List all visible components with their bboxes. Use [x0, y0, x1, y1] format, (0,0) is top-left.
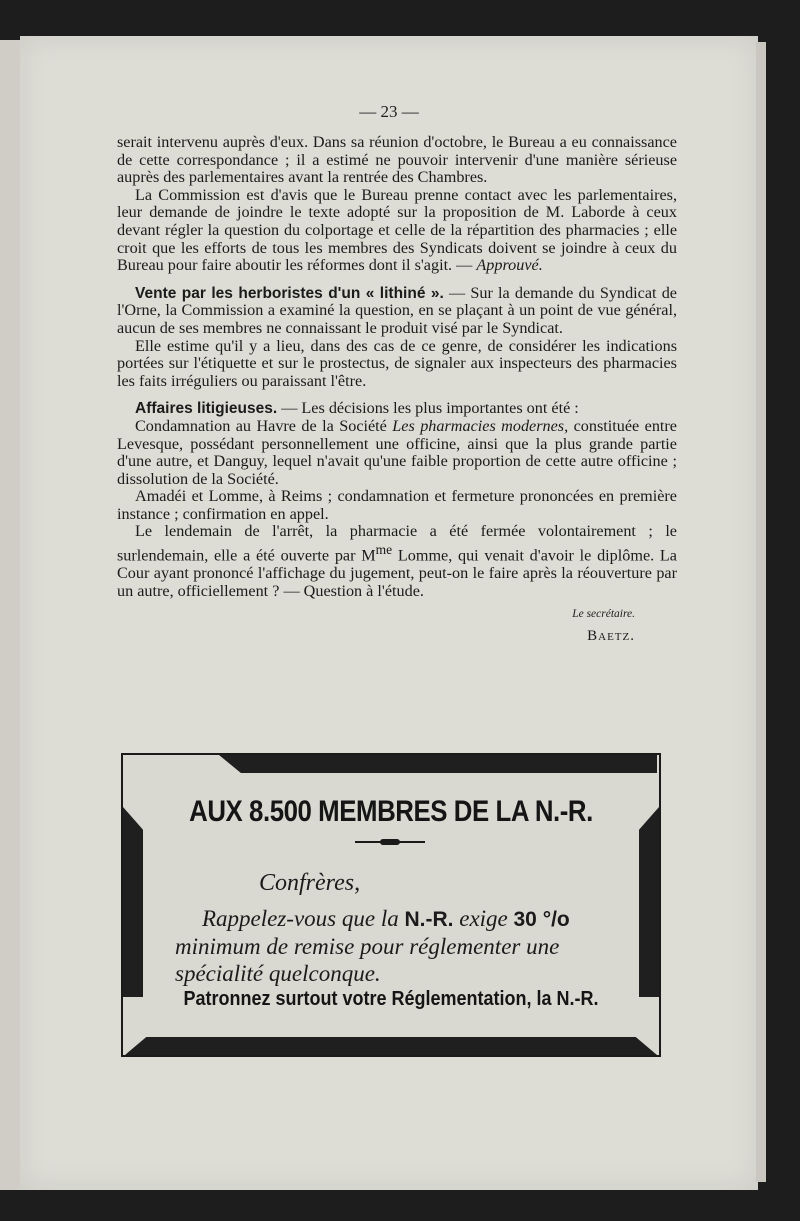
- signature-name: Baetz.: [587, 628, 635, 645]
- paragraph-6-start: Condamnation au Havre de la Société: [135, 416, 393, 435]
- paragraph-6-end: constituée entre Levesque, possédant personnellement une officine, ainsi que la plus grande partie d'une autre, et Danguy, lequel n'avait qu'une faible proportion de cette autre officine ; dissolution de la Société.: [117, 416, 677, 488]
- ad-line-1-percent: 30 °/o: [513, 908, 570, 931]
- ad-line-1-a: Rappelez-vous que la: [202, 906, 405, 931]
- paragraph-3: [117, 285, 677, 338]
- paragraph-7: Amadéi et Lomme, à Reims ; condamnation et fermeture prononcées en première instance ; confirmation en appel.: [117, 487, 677, 523]
- ad-line-3: spécialité quelconque.: [175, 961, 381, 986]
- paragraph-2-approval: Approuvé.: [476, 256, 543, 275]
- ad-line-1-c: exige: [453, 906, 514, 931]
- ad-right-bar: [639, 807, 659, 997]
- paragraph-3-text: — Sur la demande du Syndicat de l'Orne, la Commission a examiné la question, en se plaçant à un point de vue général, aucun de ses membres ne connaissant le produit visé par le Syndicat.: [117, 283, 677, 337]
- company-name: Les pharmacies modernes,: [392, 416, 569, 435]
- page-number: — 23 —: [359, 102, 419, 121]
- paragraph-8-start: Le lendemain de l'arrêt, la pharmacie a été fermée volontairement ; le surlendemain, elle a été ouverte par M: [117, 522, 677, 565]
- ad-line-1-nr: N.-R.: [404, 908, 454, 931]
- ad-left-bar: [123, 807, 143, 997]
- paragraph-2: [117, 187, 677, 275]
- section-heading-affaires: Affaires litigieuses.: [135, 400, 278, 418]
- ad-bottom-bar: [125, 1037, 657, 1055]
- body-text: [117, 134, 677, 646]
- paragraph-8-superscript: me: [375, 542, 393, 558]
- ad-divider-ornament: [380, 839, 400, 845]
- ad-title: AUX 8.500 MEMBRES DE LA N.-R.: [189, 795, 593, 828]
- paragraph-6: [117, 418, 677, 488]
- ad-line-1: [175, 905, 615, 933]
- signature-role: Le secrétaire.: [572, 608, 635, 621]
- ad-line-2: minimum de remise pour réglementer une: [175, 934, 560, 959]
- page-stack-edge: [756, 42, 766, 1182]
- advertisement-box: [121, 753, 661, 1057]
- document-page: [20, 36, 758, 1190]
- paragraph-5-text: — Les décisions les plus importantes ont été :: [277, 399, 579, 418]
- section-heading-lithine: Vente par les herboristes d'un « lithiné ».: [135, 284, 444, 302]
- ad-salutation: Confrères,: [259, 870, 361, 896]
- paragraph-2-text: La Commission est d'avis que le Bureau prenne contact avec les parlementaires, leur demande de joindre le texte adopté sur la proposition de M. Laborde à ceux devant régler la question du colportage et celle de la répartition des pharmacies ; elle croit que les efforts de tous les membres des Syndicats doivent se joindre à ceux du Bureau pour faire aboutir les réformes dont il s'agit. —: [117, 185, 677, 275]
- paragraph-1: serait intervenu auprès d'eux. Dans sa réunion d'octobre, le Bureau a eu connaissance de cette correspondance ; il a estimé ne pouvoir intervenir d'une manière sérieuse auprès des parlementaires avant la rentrée des Chambres.: [117, 133, 677, 187]
- paragraph-5: [117, 400, 677, 418]
- ad-top-bar: [219, 755, 657, 773]
- ad-footer: Patronnez surtout votre Réglementation, la N.-R.: [183, 988, 599, 1010]
- paragraph-8: [117, 523, 677, 600]
- paragraph-8-end: Lomme, qui venait d'avoir le diplôme. La Cour ayant prononcé l'affichage du jugement, peut-on le faire après la réouverture par un autre, officiellement ? — Question à l'étude.: [117, 546, 677, 600]
- ad-body: [175, 905, 615, 987]
- paragraph-4: Elle estime qu'il y a lieu, dans des cas de ce genre, de considérer les indications portées sur l'étiquette et sur le prostectus, de signaler aux inspecteurs des pharmacies les faits irréguliers ou paraissant l'être.: [117, 336, 677, 390]
